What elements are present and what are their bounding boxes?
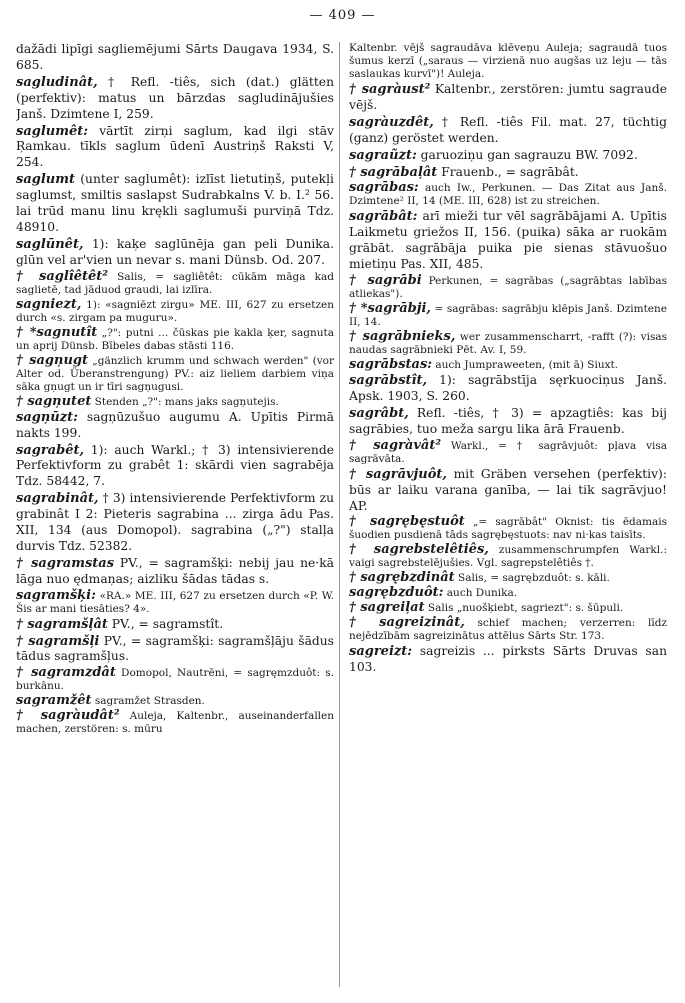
entry-headword: † sagrābnieks,: [349, 329, 456, 345]
entry-text: Salis, = sagliêtêt: cūkām māga kad saglietē, tad jāduod graudi, lai izlīra.: [16, 270, 334, 296]
entry-text: zusammenschrumpfen Warkl.: vaigi sagrebstelējušies. Vgl. sagrepstelêtiês †.: [349, 544, 667, 570]
dictionary-entry: [349, 644, 667, 676]
entry-headword: sagrâbt,: [349, 405, 409, 421]
dictionary-entry: [16, 589, 334, 616]
entry-text: 1): auch Warkl.; † 3) intensivierende Perfektivform zu grabêt 1: skārdi vien sagrabēja Tdz. 58442, 7.: [16, 442, 334, 489]
dictionary-entry: [349, 571, 667, 585]
dictionary-entry: [349, 358, 667, 372]
dictionary-entry: [16, 124, 334, 172]
entry-headword: sagramžêt: [16, 693, 92, 709]
entry-text: Warkl., = † sagrāvjuôt: pļava visa sagrāvāta.: [349, 439, 667, 465]
entry-headword: sagrabêt,: [16, 442, 84, 458]
entry-headword: † sagņugt: [16, 352, 89, 368]
entry-text: = sagrābas: sagrābju klēpis Janš. Dzimtene II, 14.: [349, 303, 667, 329]
page-number: — 409 —: [309, 8, 376, 23]
entry-text: dažādi lipīgi sagliemējumi Sārts Daugava 1934, S. 685.: [16, 42, 334, 72]
dictionary-entry: [349, 209, 667, 273]
entry-headword: sagràuzdêt,: [349, 114, 434, 130]
dictionary-entry: [349, 181, 667, 208]
entry-text: Stenden „?": mans jaks sagņutejis.: [91, 395, 279, 408]
dictionary-entry: [349, 373, 667, 405]
dictionary-entry: [349, 274, 667, 301]
dictionary-entry: [16, 666, 334, 693]
dictionary-entry: [16, 634, 334, 666]
dictionary-entry: [349, 467, 667, 515]
dictionary-entry: [16, 172, 334, 236]
entry-text: Kaltenbr., zerstören: jumtu sagraude vējš.: [349, 82, 667, 112]
dictionary-entry: [349, 42, 667, 81]
entry-headword: † sagramstas: [16, 555, 115, 571]
entry-text: mit Gräben versehen (perfektiv): būs ar laiku varana ganība, — lai tik sagrāvjuo! AP.: [349, 466, 667, 513]
entry-text: auch Iw., Perkunen. — Das Zitat aus Janš. Dzimtene² II, 14 (ME. III, 628) ist zu streichen.: [349, 182, 667, 208]
entry-headword: † sagņutet: [16, 393, 92, 409]
dictionary-entry: [16, 75, 334, 123]
entry-text: sagramžet Strasden.: [91, 695, 205, 708]
dictionary-entry: [349, 148, 667, 164]
dictionary-entry: [349, 165, 667, 181]
entry-text: Auleja, Kaltenbr., auseinanderfallen machen, zerstören: s. mūru: [16, 710, 334, 736]
right-column: [349, 42, 667, 997]
entry-headword: † sagrebstelêtiês,: [349, 542, 489, 558]
entry-headword: † sagrābaļât: [349, 164, 438, 180]
dictionary-entry: [16, 237, 334, 269]
dictionary-entry: [16, 354, 334, 394]
entry-text: PV., = sagramšķi: nebij jau ne·kā lāga nuo ędmaņas; aizliku šādas tādas s.: [16, 555, 334, 586]
dictionary-entry: [16, 270, 334, 297]
dictionary-entry: [349, 439, 667, 466]
dictionary-entry: [16, 617, 334, 633]
dictionary-entry: [16, 395, 334, 409]
dictionary-entry: [349, 302, 667, 329]
entry-headword: sagrabinât,: [16, 491, 99, 507]
entry-headword: sagraũzt:: [349, 147, 417, 163]
dictionary-entry: [16, 42, 334, 74]
entry-headword: † sagrębzdinât: [349, 570, 455, 586]
entry-text: Perkunen, = sagrābas („sagrābtas labības atliekas").: [349, 275, 667, 301]
entry-headword: † sagramšļi: [16, 633, 100, 649]
entry-text: 1): kaķe saglūnēja gan peli Dunika. glūn vel ar'vien un nevar s. mani Dünsb. Od. 207.: [16, 236, 334, 267]
entry-text: schief machen; verzerren: līdz nejēdzībām sagreizinātus attēlus Sārts Str. 173.: [349, 617, 667, 643]
entry-headword: † sagràust²: [349, 82, 431, 97]
entry-headword: sagrābât:: [349, 209, 418, 225]
entry-headword: saglumêt:: [16, 123, 89, 139]
entry-headword: saglūnêt,: [16, 236, 84, 252]
entry-headword: sagramšķi:: [16, 587, 96, 603]
dictionary-entry: [349, 82, 667, 114]
entry-text: auch Jumpraweeten, (mit ā) Siuxt.: [432, 359, 619, 372]
entry-text: wer zusammenscharrt, -rafft (?): visas naudas sagrābnieki Pēt. Av. I, 59.: [349, 331, 667, 357]
entry-headword: † saglîêtêt²: [16, 268, 108, 284]
dictionary-entry: [16, 491, 334, 555]
entry-text: sagņūzušuo augumu A. Upītis Pirmā nakts 199.: [16, 409, 334, 440]
dictionary-entry: [16, 326, 334, 353]
entry-headword: † sagrāvjuôt,: [349, 466, 447, 482]
dictionary-entry: [349, 616, 667, 643]
entry-headword: † sagràvât²: [349, 437, 442, 453]
entry-text: vārtīt zirņi saglum, kad ilgi stāv Ŗamkau. tīkls saglum ūdenī Austriņš Raksti V, 254.: [16, 123, 334, 170]
dictionary-entry: [349, 115, 667, 147]
dictionary-entry: [349, 543, 667, 570]
entry-text: Domopol, Nautrēni, = sagręmzduôt: s. burkānu.: [16, 667, 334, 693]
entry-headword: † sagreizinât,: [349, 615, 465, 631]
entry-headword: † sagramšļât: [16, 616, 108, 632]
entry-headword: sagrābstît,: [349, 373, 427, 389]
entry-text: † Refl. -tiês Fil. mat. 27, tüchtig (ganz) geröstet werden.: [349, 114, 667, 145]
entry-text: «RA.» ME. III, 627 zu ersetzen durch «P. W. Šis ar mani tiesāties? 4».: [16, 589, 334, 615]
entry-text: auch Dunika.: [443, 587, 518, 600]
dictionary-entry: [349, 406, 667, 438]
entry-headword: † *sagnutît: [16, 324, 98, 340]
entry-text: 1): sagrābstīja sęrkuociņus Janš. Apsk. 1903, S. 260.: [349, 373, 667, 403]
entry-text: (unter saglumêt): izlīst lietutiņš, putekļi saglumst, smiltis saslapst Sudrabkalns V. b. I.² 56. lai trūd manu linu krękli saglumuši purviņā Tdz. 48910.: [16, 172, 334, 234]
entry-headword: sagrębzduôt:: [349, 585, 444, 601]
entry-text: „= sagrābât" Oknist: tis ēdamais šuodien pusdienā tāds sagrębęstuots: nav ni·kas taisīts.: [349, 516, 667, 542]
entry-text: 1): «sagniēzt zirgu» ME. III, 627 zu ersetzen durch «s. zirgam pa muguru».: [16, 298, 334, 324]
dictionary-entry: [16, 709, 334, 736]
entry-text: PV., = sagramšķi: sagramšļāju šādus tādus sagramšļus.: [16, 633, 334, 664]
dictionary-entry: [349, 586, 667, 600]
entry-headword: sagreizt:: [349, 644, 413, 660]
entry-headword: sagniezt,: [16, 296, 82, 312]
dictionary-entry: [16, 443, 334, 491]
dictionary-entry: [16, 298, 334, 325]
entry-text: Refl. -tiês, † 3) = apzagtiês: kas bij sagrābies, tuo meža sargu lika ārā Frauenb.: [349, 405, 667, 436]
entry-text: † 3) intensivierende Perfektivform zu grabinât I 2: Pieteris sagrabina ... zirga ādu Pas. XII, 134 (aus Domopol). sagrabina („?") stalļa durvis Tdz. 52382.: [16, 491, 334, 553]
entry-headword: † sagramzdât: [16, 665, 116, 681]
entry-headword: † sagràudât²: [16, 708, 120, 724]
column-divider: [339, 42, 340, 987]
entry-text: sagreizis ... pirksts Sārts Druvas san 103.: [349, 644, 667, 675]
entry-headword: sagludinât,: [16, 74, 98, 90]
entry-text: † Refl. -tiês, sich (dat.) glätten (perfektiv): matus un bārzdas sagludinājušies Janš. Dzimtene I, 259.: [16, 74, 334, 121]
entry-text: Salis, = sagrębzduôt: s. kāli.: [454, 572, 610, 585]
entry-headword: saglumt: [16, 172, 75, 188]
dictionary-entry: [16, 694, 334, 708]
entry-headword: † *sagrābji,: [349, 301, 431, 317]
entry-headword: † sagrębęstuôt: [349, 514, 465, 530]
entry-text: Salis „nuošķiebt, sagriezt": s. šūpuli.: [424, 602, 624, 615]
dictionary-entry: [349, 515, 667, 542]
entry-text: Frauenb., = sagrābât.: [437, 164, 579, 179]
entry-headword: sagrābas:: [349, 180, 419, 196]
entry-text: garuoziņu gan sagrauzu BW. 7092.: [416, 147, 638, 162]
entry-headword: sagņūzt:: [16, 409, 78, 425]
left-column: [16, 42, 334, 997]
entry-headword: † sagreiļat: [349, 600, 425, 616]
dictionary-entry: [349, 330, 667, 357]
entry-headword: sagrābstas:: [349, 357, 433, 373]
entry-text: „gänzlich krumm und schwach werden" (vor Alter od. Überanstrengung) PV.: aiz lieliem darbiem viņa sāka gņugt un ir tīri sagņugusi.: [16, 354, 334, 393]
entry-text: „?": putni ... čūskas pie kakla ķer, sagnuta un aprij Dünsb. Bībeles dabas stāsti 116.: [16, 326, 334, 352]
dictionary-entry: [16, 556, 334, 588]
dictionary-entry: [16, 410, 334, 442]
dictionary-entry: [349, 601, 667, 615]
entry-text: Kaltenbr. vējš sagraudāva klēveņu Auleja; sagraudā tuos šumus kerzī („saraus — virzienā nuo augšas uz leju — tās saslaukas kurvī")! Auleja.: [349, 42, 667, 80]
entry-text: PV., = sagramstît.: [107, 616, 224, 631]
entry-text: arī mieži tur vēl sagrābājami A. Upītis Laikmetu griežos II, 156. (puika) sāka ar ruokām grābāt. sagrābāja puika pie sienas stāvuošuo mietiņu Pas. XII, 485.: [349, 209, 667, 272]
entry-headword: † sagrābi: [349, 273, 422, 289]
